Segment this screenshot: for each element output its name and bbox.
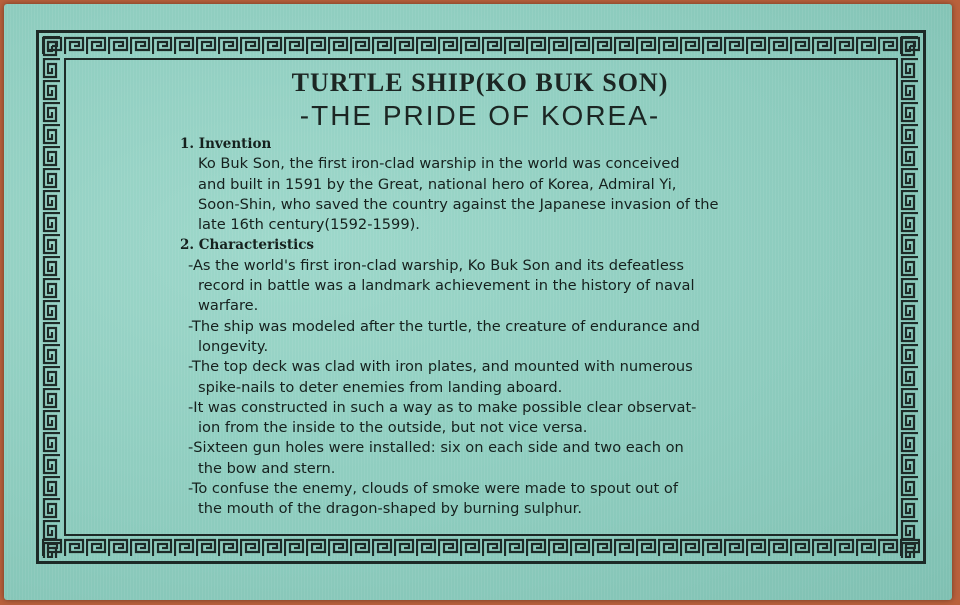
characteristic-line: spike-nails to deter enemies from landing aboard. — [198, 378, 563, 396]
greek-key-pattern-icon — [900, 36, 920, 558]
characteristic-line: -Sixteen gun holes were installed: six on each side and two each on — [188, 439, 684, 457]
invention-line: Ko Buk Son, the first iron-clad warship in the world was conceived — [198, 155, 680, 173]
section-heading-invention: 1. Invention — [180, 136, 272, 152]
characteristic-line: -To confuse the enemy, clouds of smoke were made to spout out of — [188, 480, 678, 498]
card-subtitle: -THE PRIDE OF KOREA- — [299, 100, 661, 131]
characteristic-line: -The ship was modeled after the turtle, the creature of endurance and — [188, 317, 700, 335]
greek-key-border-left — [42, 36, 62, 558]
characteristic-line: record in battle was a landmark achievement in the history of naval — [198, 277, 695, 295]
greek-key-pattern-icon — [42, 538, 920, 558]
greek-key-pattern-icon — [42, 36, 920, 56]
characteristic-line: ion from the inside to the outside, but not vice versa. — [198, 419, 588, 437]
greek-key-pattern-icon — [42, 36, 62, 558]
characteristic-line: warfare. — [198, 297, 259, 315]
invention-line: and built in 1591 by the Great, national hero of Korea, Admiral Yi, — [198, 175, 677, 193]
characteristic-line: longevity. — [198, 337, 269, 355]
invention-line: late 16th century(1592-1599). — [198, 216, 420, 234]
characteristic-line: the mouth of the dragon-shaped by burning sulphur. — [198, 500, 582, 518]
card-body — [180, 134, 820, 520]
greek-key-border-right — [900, 36, 920, 558]
characteristic-line: the bow and stern. — [198, 459, 336, 477]
card-title: TURTLE SHIP(KO BUK SON) — [291, 68, 669, 97]
greek-key-border-bottom — [42, 538, 920, 558]
characteristic-line: -The top deck was clad with iron plates, and mounted with numerous — [188, 358, 693, 376]
characteristic-line: -As the world's first iron-clad warship, Ko Buk Son and its defeatless — [188, 256, 685, 274]
characteristic-line: -It was constructed in such a way as to make possible clear observat- — [188, 398, 697, 416]
section-heading-characteristics: 2. Characteristics — [180, 237, 315, 254]
greek-key-border-top — [42, 36, 920, 56]
invention-line: Soon-Shin, who saved the country against the Japanese invasion of the — [198, 195, 719, 213]
